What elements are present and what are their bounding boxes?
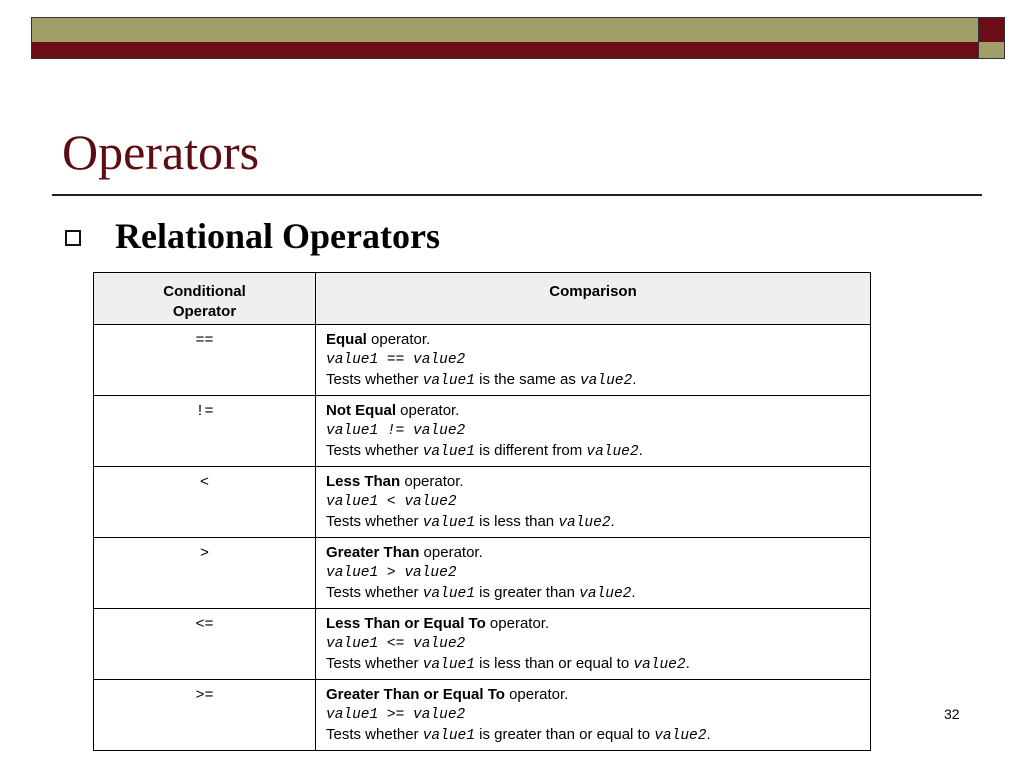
table-row bbox=[94, 680, 871, 751]
table-row bbox=[94, 538, 871, 609]
relational-operators-table bbox=[93, 272, 871, 751]
table-header-row bbox=[94, 273, 871, 325]
corner-square-olive bbox=[978, 42, 1005, 59]
explanation-relation: is less than or equal to bbox=[474, 655, 634, 672]
operator-name: Not Equal bbox=[326, 402, 396, 419]
operator-suffix: operator. bbox=[419, 544, 483, 561]
operator-syntax: value1 < value2 bbox=[326, 494, 457, 510]
operand-value1: value1 bbox=[422, 444, 475, 460]
operator-syntax: value1 != value2 bbox=[326, 423, 466, 439]
operand-value2: value2 bbox=[654, 728, 707, 744]
operator-explanation bbox=[326, 441, 860, 462]
operand-value1: value1 bbox=[422, 586, 475, 602]
operand-value1: value1 bbox=[422, 728, 475, 744]
operator-name-line bbox=[326, 472, 860, 492]
bullet-heading: Relational Operators bbox=[115, 216, 440, 256]
explanation-prefix: Tests whether bbox=[326, 371, 423, 388]
explanation-prefix: Tests whether bbox=[326, 726, 423, 743]
comparison-description bbox=[316, 467, 871, 538]
operator-explanation bbox=[326, 370, 860, 391]
explanation-end: . bbox=[706, 726, 711, 743]
explanation-relation: is less than bbox=[474, 513, 559, 530]
page-number: 32 bbox=[944, 706, 960, 722]
comparison-description bbox=[316, 396, 871, 467]
operator-suffix: operator. bbox=[366, 331, 431, 348]
operator-syntax: value1 == value2 bbox=[326, 352, 466, 368]
operator-syntax: value1 <= value2 bbox=[326, 636, 466, 652]
explanation-relation: is different from bbox=[474, 442, 587, 459]
operator-symbol: == bbox=[94, 325, 316, 396]
explanation-end: . bbox=[685, 655, 690, 672]
table-row bbox=[94, 396, 871, 467]
operator-suffix: operator. bbox=[400, 473, 464, 490]
table-row bbox=[94, 467, 871, 538]
operator-symbol: >= bbox=[94, 680, 316, 751]
explanation-relation: is greater than bbox=[474, 584, 580, 601]
explanation-relation: is greater than or equal to bbox=[474, 726, 655, 743]
operand-value2: value2 bbox=[633, 657, 686, 673]
operator-name-line bbox=[326, 330, 860, 350]
operator-symbol: != bbox=[94, 396, 316, 467]
operator-name: Equal bbox=[326, 331, 367, 348]
comparison-description bbox=[316, 680, 871, 751]
operator-explanation bbox=[326, 654, 860, 675]
comparison-description bbox=[316, 325, 871, 396]
title-divider bbox=[52, 194, 982, 196]
operand-value2: value2 bbox=[579, 373, 633, 389]
operator-suffix: operator. bbox=[485, 615, 550, 632]
explanation-prefix: Tests whether bbox=[326, 442, 423, 459]
slide-title: Operators bbox=[62, 124, 260, 180]
operator-syntax: value1 > value2 bbox=[326, 565, 457, 581]
operator-suffix: operator. bbox=[396, 402, 460, 419]
operator-symbol: <= bbox=[94, 609, 316, 680]
table-row bbox=[94, 325, 871, 396]
header-band-maroon bbox=[31, 42, 979, 59]
operator-explanation bbox=[326, 512, 860, 533]
operand-value2: value2 bbox=[558, 515, 611, 531]
explanation-end: . bbox=[632, 371, 637, 388]
header-band-olive bbox=[31, 17, 979, 43]
operator-syntax: value1 >= value2 bbox=[326, 707, 466, 723]
operator-suffix: operator. bbox=[504, 686, 569, 703]
operator-name-line bbox=[326, 543, 860, 563]
table-row bbox=[94, 609, 871, 680]
explanation-end: . bbox=[631, 584, 636, 601]
operator-symbol: > bbox=[94, 538, 316, 609]
comparison-description bbox=[316, 538, 871, 609]
operand-value1: value1 bbox=[422, 515, 475, 531]
operand-value2: value2 bbox=[586, 444, 639, 460]
operator-name-line bbox=[326, 614, 860, 634]
explanation-end: . bbox=[610, 513, 615, 530]
explanation-end: . bbox=[638, 442, 643, 459]
operator-name-line bbox=[326, 401, 860, 421]
operator-name: Less Than bbox=[326, 473, 401, 490]
hollow-square-bullet-icon bbox=[65, 230, 81, 246]
operand-value1: value1 bbox=[422, 657, 475, 673]
header-comparison: Comparison bbox=[316, 273, 871, 325]
operator-symbol: < bbox=[94, 467, 316, 538]
operator-name-line bbox=[326, 685, 860, 705]
explanation-prefix: Tests whether bbox=[326, 513, 423, 530]
operator-explanation bbox=[326, 725, 860, 746]
operator-name: Less Than or Equal To bbox=[326, 615, 486, 632]
explanation-relation: is the same as bbox=[474, 371, 580, 388]
operand-value1: value1 bbox=[422, 373, 475, 389]
operator-name: Greater Than bbox=[326, 544, 420, 561]
explanation-prefix: Tests whether bbox=[326, 655, 423, 672]
corner-square-maroon bbox=[978, 17, 1005, 43]
explanation-prefix: Tests whether bbox=[326, 584, 423, 601]
operator-name: Greater Than or Equal To bbox=[326, 686, 505, 703]
header-conditional-operator: Conditional Operator bbox=[94, 273, 316, 325]
operator-explanation bbox=[326, 583, 860, 604]
operand-value2: value2 bbox=[579, 586, 632, 602]
comparison-description bbox=[316, 609, 871, 680]
